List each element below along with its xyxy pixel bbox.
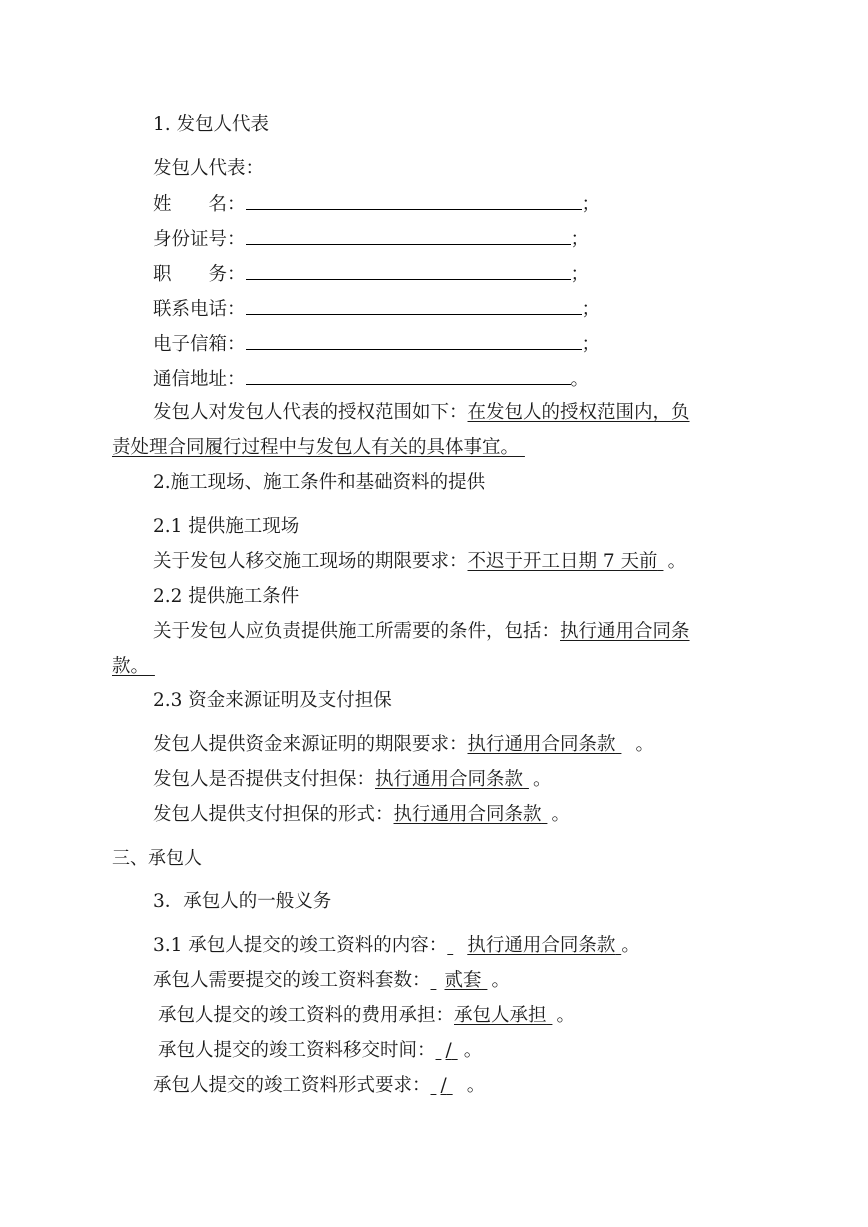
field-email-label: 电子信箱： — [153, 334, 246, 355]
payment-guarantee-value: 执行通用合同条款 — [375, 769, 524, 790]
completion-cost-lead: 承包人提交的竣工资料的费用承担： — [158, 1005, 455, 1026]
field-title-label: 职 务： — [153, 264, 246, 285]
heading-2-3: 2.3 资金来源证明及支付担保 — [153, 690, 392, 711]
conditions-line-1 — [153, 620, 690, 644]
period: 。 — [621, 935, 640, 956]
heading-1: 1. 发包人代表 — [153, 114, 270, 135]
period: 。 — [551, 804, 571, 825]
period: 。 — [556, 1005, 576, 1026]
fund-proof-line — [153, 733, 654, 757]
fund-proof-lead: 发包人提供资金来源证明的期限要求： — [153, 734, 468, 755]
guarantee-form-value: 执行通用合同条款 — [393, 804, 542, 825]
period: 。 — [463, 1040, 483, 1061]
completion-form-line — [153, 1074, 485, 1098]
field-phone-label: 联系电话： — [153, 299, 246, 320]
field-phone-blank[interactable] — [246, 297, 582, 315]
conditions-value-1: 执行通用合同条 — [560, 621, 690, 642]
field-email — [153, 332, 600, 357]
completion-content-value: 执行通用合同条款 — [467, 935, 616, 956]
completion-time-value: / — [445, 1040, 452, 1061]
field-phone — [153, 297, 600, 322]
completion-cost-value: 承包人承担 — [454, 1005, 547, 1026]
completion-form-lead: 承包人提交的竣工资料形式要求： — [153, 1075, 431, 1096]
fund-proof-value: 执行通用合同条款 — [467, 734, 616, 755]
heading-2-2: 2.2 提供施工条件 — [153, 586, 300, 607]
field-address-label: 通信地址： — [153, 369, 246, 390]
semicolon: ； — [581, 334, 601, 355]
semicolon: ； — [581, 299, 601, 320]
auth-line-1 — [153, 401, 690, 425]
field-id-label: 身份证号： — [153, 229, 246, 250]
semicolon: ； — [570, 229, 590, 250]
field-id — [153, 227, 589, 252]
site-handover-value: 不迟于开工日期 7 天前 — [467, 551, 658, 572]
completion-cost-line — [158, 1004, 575, 1028]
payment-guarantee-line — [153, 768, 552, 792]
completion-sets-lead: 承包人需要提交的竣工资料套数： — [153, 970, 431, 991]
heading-3: 3．承包人的一般义务 — [153, 891, 332, 912]
payment-guarantee-lead: 发包人是否提供支付担保： — [153, 769, 376, 790]
period: 。 — [635, 734, 655, 755]
section-title-3: 三、承包人 — [112, 848, 202, 869]
field-title-blank[interactable] — [246, 262, 571, 280]
semicolon: ； — [570, 264, 590, 285]
guarantee-form-line — [153, 803, 570, 827]
auth-value-2: 责处理合同履行过程中与发包人有关的具体事宜。 — [112, 437, 520, 458]
period: 。 — [667, 551, 687, 572]
field-address — [153, 367, 589, 392]
site-handover-lead: 关于发包人移交施工现场的期限要求： — [153, 551, 468, 572]
field-email-blank[interactable] — [246, 332, 582, 350]
field-name-label: 姓 名： — [153, 194, 246, 215]
completion-form-value: / — [440, 1075, 447, 1096]
period: 。 — [466, 1075, 486, 1096]
site-handover-line — [153, 550, 686, 574]
field-name-blank[interactable] — [246, 192, 582, 210]
conditions-value-2: 款。 — [112, 656, 150, 677]
guarantee-form-lead: 发包人提供支付担保的形式： — [153, 804, 394, 825]
auth-line-2 — [112, 436, 537, 460]
period: 。 — [491, 970, 511, 991]
auth-lead: 发包人对发包人代表的授权范围如下： — [153, 402, 468, 423]
completion-content-lead: 3.1 承包人提交的竣工资料的内容： — [153, 935, 448, 956]
conditions-line-2 — [112, 655, 157, 679]
completion-time-line — [158, 1039, 482, 1063]
conditions-lead: 关于发包人应负责提供施工所需要的条件，包括： — [153, 621, 561, 642]
rep-label: 发包人代表： — [153, 158, 265, 179]
heading-2-1: 2.1 提供施工现场 — [153, 516, 300, 537]
completion-content-line — [153, 934, 640, 958]
semicolon: ； — [581, 194, 601, 215]
field-address-blank[interactable] — [246, 367, 571, 385]
field-title — [153, 262, 589, 287]
period: 。 — [533, 769, 552, 790]
heading-2: 2.施工现场、施工条件和基础资料的提供 — [153, 472, 486, 493]
period: 。 — [570, 369, 590, 390]
completion-sets-line — [153, 969, 510, 993]
completion-time-lead: 承包人提交的竣工资料移交时间： — [158, 1040, 436, 1061]
auth-value-1: 在发包人的授权范围内，负 — [467, 402, 690, 423]
field-name — [153, 192, 600, 217]
field-id-blank[interactable] — [246, 227, 571, 245]
completion-sets-value: 贰套 — [444, 970, 482, 991]
